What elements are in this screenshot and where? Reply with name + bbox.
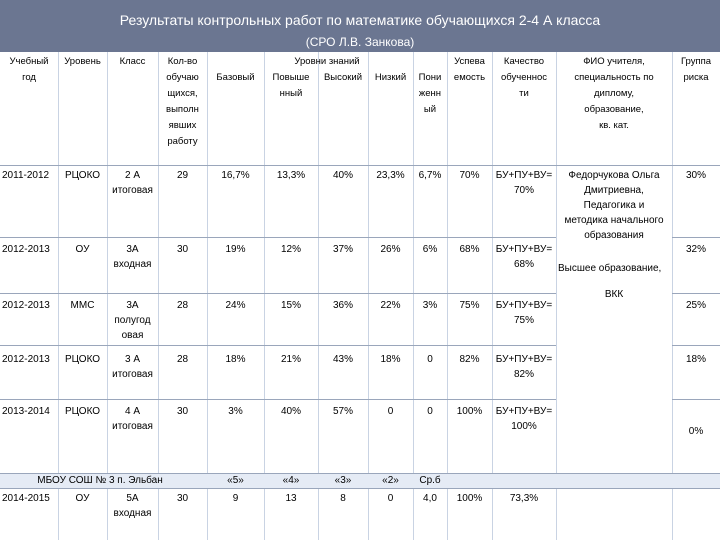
grade-label-5: «5»: [227, 475, 244, 486]
grade-label-4: «4»: [282, 475, 300, 486]
header-high: Высокий: [323, 72, 363, 83]
row-divider: [672, 345, 720, 346]
cell-level: РЦОКО: [64, 170, 101, 181]
row-divider: [672, 399, 720, 400]
row-divider: [0, 345, 556, 346]
row-divider: [0, 399, 556, 400]
cell-count: 28: [176, 354, 189, 365]
col-divider: [207, 52, 208, 540]
cell-high: 43%: [332, 354, 353, 365]
cell-level: ОУ: [75, 244, 90, 255]
cell-risk: 25%: [685, 300, 706, 311]
row-divider: [672, 293, 720, 294]
cell-elevated: 12%: [280, 244, 301, 255]
cell-elevated: 13,3%: [276, 170, 306, 181]
cell-class: 3А полугод овая: [114, 300, 151, 341]
cell-grade-avg: 4,0: [423, 493, 437, 504]
col-divider: [368, 52, 369, 540]
header-quality: Качество обученнос ти: [500, 56, 548, 99]
grade-label-avg: Ср.б: [419, 475, 441, 486]
cell-quality: БУ+ПУ+ВУ= 68%: [495, 244, 553, 270]
cell-low: 26%: [380, 244, 401, 255]
cell-basic: 24%: [225, 300, 246, 311]
col-divider: [107, 52, 108, 540]
row-divider: [0, 293, 556, 294]
cell-success: 100%: [456, 406, 483, 417]
cell-class: 4 А итоговая: [112, 406, 153, 432]
header-year: Учебный год: [9, 56, 49, 83]
col-divider: [318, 52, 319, 540]
cell-level: ММС: [70, 300, 95, 311]
header-basic: Базовый: [216, 72, 255, 83]
cell-high: 40%: [332, 170, 353, 181]
cell-year: 2012-2013: [2, 354, 50, 365]
cell-understanding: 6%: [422, 244, 438, 255]
cell-class: 3А входная: [113, 244, 152, 270]
cell-teacher-category: ВКК: [604, 289, 624, 300]
cell-low: 0: [387, 406, 394, 417]
cell-quality: БУ+ПУ+ВУ= 100%: [495, 406, 553, 432]
header-elevated: Повыше нный: [272, 72, 310, 99]
header-count: Кол-во обучаю щихся, выполн явших работу: [166, 56, 199, 147]
cell-year: 2014-2015: [2, 493, 50, 504]
header-level: Уровень: [64, 56, 101, 67]
cell-risk: 32%: [685, 244, 706, 255]
header-risk: Группа риска: [680, 56, 712, 83]
header-low: Низкий: [374, 72, 407, 83]
cell-elevated: 40%: [280, 406, 301, 417]
cell-low: 18%: [380, 354, 401, 365]
cell-class: 5А входная: [113, 493, 152, 519]
header-class: Класс: [119, 56, 146, 67]
header-understanding: Пони женн ый: [418, 72, 442, 115]
cell-basic: 16,7%: [221, 170, 250, 181]
cell-quality: БУ+ПУ+ВУ= 75%: [495, 300, 553, 326]
cell-level: ОУ: [75, 493, 90, 504]
cell-understanding: 6,7%: [418, 170, 442, 181]
cell-risk: 18%: [685, 354, 706, 365]
grade-label-3: «3»: [334, 475, 352, 486]
cell-elevated: 21%: [280, 354, 301, 365]
cell-count: 30: [176, 493, 189, 504]
cell-count: 29: [176, 170, 189, 181]
cell-teacher: Федорчукова Ольга Дмитриевна, Педагогика и методика начального образования: [564, 170, 664, 241]
cell-grade-3: 8: [340, 493, 346, 504]
cell-risk: 30%: [685, 170, 706, 181]
row-divider: [672, 237, 720, 238]
cell-year: 2012-2013: [2, 244, 50, 255]
header-success: Успева емость: [453, 56, 486, 83]
cell-low: 22%: [380, 300, 401, 311]
cell-success: 75%: [459, 300, 480, 311]
page-subtitle: (СРО Л.В. Занкова): [305, 35, 415, 49]
cell-count: 30: [176, 406, 189, 417]
col-divider: [264, 52, 265, 540]
cell-basic: 18%: [225, 354, 246, 365]
cell-quality: БУ+ПУ+ВУ= 82%: [495, 354, 553, 380]
school-label: МБОУ СОШ № 3 п. Эльбан: [37, 475, 163, 486]
cell-high: 57%: [332, 406, 353, 417]
cell-understanding: 0: [427, 406, 433, 417]
cell-quality: 73,3%: [509, 493, 539, 504]
page-title: Результаты контрольных работ по математике обучающихся 2-4 А класса: [119, 12, 601, 28]
row-divider: [0, 165, 720, 166]
row-divider: [0, 488, 720, 489]
row-divider: [0, 237, 556, 238]
header-teacher: ФИО учителя, специальность по диплому, образование, кв. кат.: [574, 56, 654, 131]
cell-elevated: 15%: [280, 300, 301, 311]
cell-teacher-education: Высшее образование,: [558, 263, 662, 274]
cell-high: 36%: [332, 300, 353, 311]
col-divider: [492, 52, 493, 540]
cell-low: 23,3%: [376, 170, 405, 181]
cell-count: 28: [176, 300, 189, 311]
cell-success: 70%: [459, 170, 480, 181]
col-divider: [58, 52, 59, 540]
cell-year: 2011-2012: [2, 170, 50, 181]
cell-count: 30: [176, 244, 189, 255]
header-levels-group: Уровни знаний: [294, 56, 360, 67]
cell-understanding: 0: [427, 354, 433, 365]
cell-success: 82%: [459, 354, 480, 365]
cell-year: 2013-2014: [2, 406, 50, 417]
cell-success: 68%: [459, 244, 480, 255]
cell-level: РЦОКО: [64, 406, 101, 417]
cell-risk: 0%: [688, 426, 704, 437]
cell-basic: 3%: [228, 406, 243, 417]
cell-year: 2012-2013: [2, 300, 50, 311]
cell-grade-5: 9: [232, 493, 239, 504]
cell-success: 100%: [456, 493, 483, 504]
cell-understanding: 3%: [422, 300, 438, 311]
cell-grade-4: 13: [285, 493, 297, 504]
col-divider: [413, 52, 414, 540]
cell-high: 37%: [332, 244, 353, 255]
cell-class: 3 А итоговая: [112, 354, 153, 380]
col-divider: [672, 52, 673, 540]
cell-grade-2: 0: [387, 493, 394, 504]
cell-basic: 19%: [225, 244, 246, 255]
title-bar: [0, 0, 720, 52]
cell-level: РЦОКО: [64, 354, 101, 365]
grade-label-2: «2»: [382, 475, 399, 486]
cell-quality: БУ+ПУ+ВУ= 70%: [495, 170, 553, 196]
cell-class: 2 А итоговая: [112, 170, 153, 196]
col-divider: [447, 52, 448, 540]
